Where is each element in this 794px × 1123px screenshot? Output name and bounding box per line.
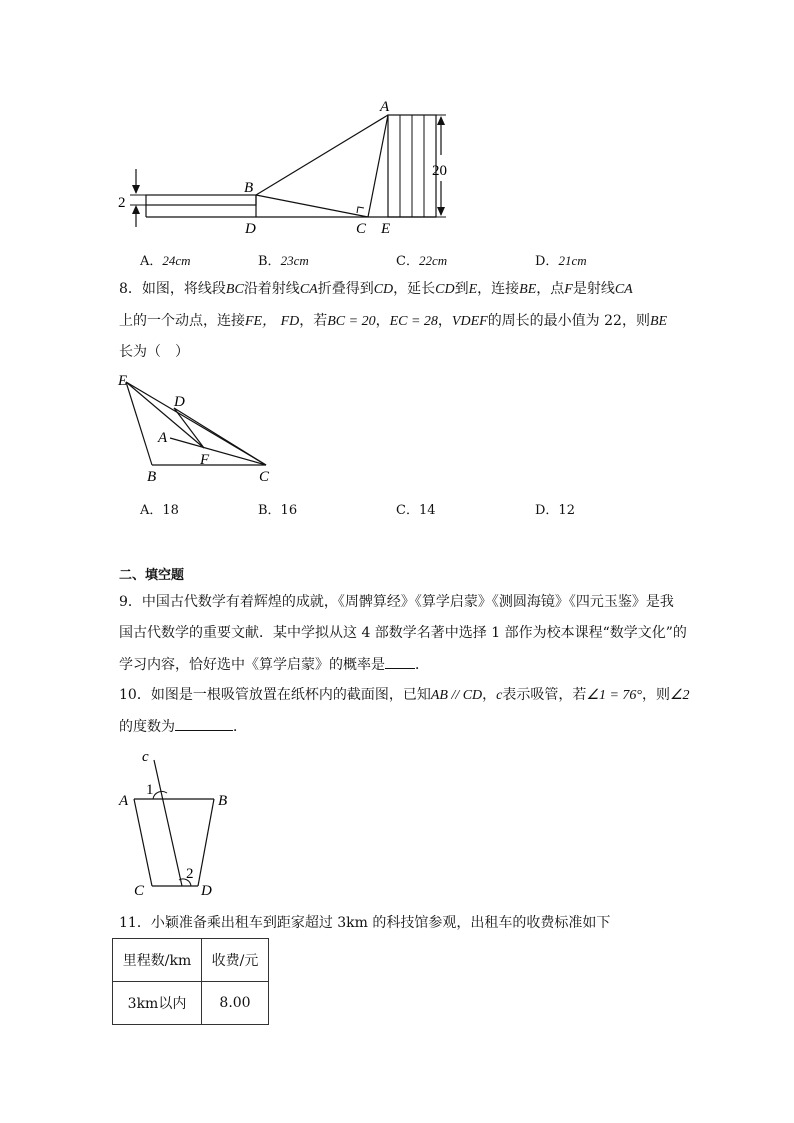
q8-segment-df bbox=[174, 408, 204, 448]
q8-option-d[interactable]: D．12 bbox=[535, 503, 575, 518]
q10-text: 表示吸管，若 bbox=[502, 687, 587, 703]
table-header-cell: 收费/元 bbox=[202, 939, 269, 982]
q8-math: FE， bbox=[245, 314, 277, 329]
table-header-cell: 里程数/km bbox=[113, 939, 202, 982]
q7-segment-bc bbox=[256, 195, 368, 217]
q7-option-d[interactable] bbox=[535, 250, 587, 269]
table-cell: 8.00 bbox=[202, 982, 269, 1025]
q7-dim-left: 2 bbox=[118, 195, 126, 211]
q8-math: CD bbox=[435, 282, 455, 297]
q8-math: FD bbox=[280, 314, 300, 329]
table-header-row bbox=[113, 939, 269, 982]
q8-math: E bbox=[468, 282, 478, 297]
section-title: 二、填空题 bbox=[119, 568, 185, 583]
q8-text: 到 bbox=[454, 281, 469, 297]
q10-cup-right bbox=[198, 799, 214, 886]
q7-label-a: A bbox=[380, 99, 390, 115]
q8-math: CA bbox=[299, 282, 318, 297]
q7-option-c-letter: C． bbox=[396, 254, 419, 269]
q10-line-2-end: ． bbox=[233, 719, 247, 735]
q8-text: 上的一个动点，连接 bbox=[119, 313, 245, 329]
q8-math: CA bbox=[614, 282, 633, 297]
q10-text: 10．如图是一根吸管放置在纸杯内的截面图，已知 bbox=[119, 687, 431, 703]
q7-label-d: D bbox=[245, 221, 256, 237]
q7-segment-ba bbox=[256, 115, 388, 195]
q8-math: BE bbox=[519, 282, 537, 297]
q8-figure bbox=[112, 370, 282, 488]
q10-text: ，则 bbox=[642, 687, 670, 703]
q7-option-b-value: 23cm bbox=[280, 253, 309, 268]
q9-line-3-end: ． bbox=[415, 657, 429, 673]
q10-math: AB // CD bbox=[430, 688, 483, 703]
q8-label-c: C bbox=[259, 469, 270, 485]
q9-line-2: 国古代数学的重要文献．某中学拟从这 4 部数学名著中选择 1 部作为校本课程“数学文化”的 bbox=[119, 625, 687, 641]
q8-text: ，若 bbox=[299, 313, 328, 329]
q8-option-a[interactable]: A．18 bbox=[140, 503, 179, 518]
q8-text: 折叠得到 bbox=[317, 281, 374, 297]
q8-line-3: 长为（ ） bbox=[119, 344, 189, 360]
q9-line-3 bbox=[119, 654, 429, 675]
q8-segment-dc bbox=[174, 408, 266, 465]
q8-label-f: F bbox=[200, 452, 210, 468]
q10-line-1 bbox=[119, 685, 690, 706]
q10-label-a: A bbox=[119, 793, 129, 809]
q8-text: ， bbox=[437, 313, 452, 329]
q8-line-1 bbox=[119, 279, 633, 300]
q8-math: CD bbox=[373, 282, 394, 297]
q7-figure bbox=[110, 95, 470, 245]
q7-label-b: B bbox=[244, 180, 254, 196]
q10-label-angle-1: 1 bbox=[146, 782, 154, 798]
q7-option-a-letter: A． bbox=[140, 254, 163, 269]
q8-label-a: A bbox=[158, 430, 168, 446]
q10-label-c: c bbox=[142, 749, 149, 765]
q8-label-b: B bbox=[147, 469, 157, 485]
q8-option-b[interactable]: B．16 bbox=[258, 503, 298, 518]
q10-text: ， bbox=[482, 687, 497, 703]
q8-text: 沿着射线 bbox=[243, 281, 300, 297]
q8-math: BE bbox=[649, 314, 668, 329]
q7-option-b[interactable] bbox=[258, 250, 309, 269]
q7-rod bbox=[146, 195, 256, 205]
q7-option-b-letter: B． bbox=[258, 254, 281, 269]
q10-label-d: D bbox=[201, 883, 212, 898]
q7-arrowhead-top bbox=[132, 185, 140, 194]
q11-line-1: 11．小颖准备乘出租车到距家超过 3km 的科技馆参观，出租车的收费标准如下 bbox=[119, 915, 611, 931]
q8-math: VDEF bbox=[451, 314, 488, 329]
q8-text: ，延长 bbox=[393, 281, 436, 297]
q7-label-e: E bbox=[381, 221, 391, 237]
q7-right-angle-mark bbox=[357, 207, 364, 213]
q8-text: ，连接 bbox=[477, 281, 520, 297]
q10-line-2 bbox=[119, 716, 247, 737]
q10-label-b: B bbox=[218, 793, 228, 809]
q10-line-2-text: 的度数为 bbox=[119, 719, 175, 735]
q8-math: EC = 28 bbox=[389, 314, 438, 329]
q8-text: ， bbox=[375, 313, 390, 329]
q8-math: BC = 20 bbox=[327, 314, 376, 329]
q7-option-d-letter: D． bbox=[535, 254, 559, 269]
q8-text: 是射线 bbox=[572, 281, 615, 297]
q7-dim-right: 20 bbox=[432, 163, 447, 179]
q9-answer-blank[interactable] bbox=[385, 654, 415, 669]
q10-angle-1-arc bbox=[153, 791, 167, 799]
q10-math: c bbox=[496, 688, 503, 703]
q10-cup-left bbox=[134, 799, 152, 886]
q10-label-c-point: C bbox=[134, 883, 145, 898]
q8-text: 的周长的最小值为 22，则 bbox=[487, 313, 650, 329]
q10-math: ∠2 bbox=[670, 688, 690, 703]
q8-line-2 bbox=[119, 311, 667, 332]
q10-straw-c bbox=[154, 760, 182, 886]
q8-text: 8．如图，将线段 bbox=[119, 281, 226, 297]
q7-option-a[interactable] bbox=[140, 250, 191, 269]
q7-option-a-value: 24cm bbox=[162, 253, 191, 268]
q7-arrowhead-bottom bbox=[132, 205, 140, 214]
q7-segment-ac bbox=[368, 115, 388, 217]
q8-math: F bbox=[564, 282, 573, 297]
q7-option-c-value: 22cm bbox=[418, 253, 448, 268]
q8-text: ，点 bbox=[536, 281, 565, 297]
q7-option-d-value: 21cm bbox=[558, 253, 587, 268]
q8-ray-ca bbox=[170, 438, 266, 465]
q9-line-3-text: 学习内容，恰好选中《算学启蒙》的概率是 bbox=[119, 657, 385, 673]
q10-answer-blank[interactable] bbox=[175, 716, 233, 731]
q8-math: BC bbox=[225, 282, 244, 297]
q8-label-d: D bbox=[174, 394, 185, 410]
q10-figure bbox=[112, 746, 242, 898]
q7-option-c[interactable] bbox=[396, 250, 447, 269]
q7-label-c: C bbox=[356, 221, 367, 237]
q10-label-angle-2: 2 bbox=[186, 866, 194, 882]
q11-fee-table bbox=[112, 938, 269, 1025]
table-cell: 3km以内 bbox=[113, 982, 202, 1025]
q8-option-c[interactable]: C．14 bbox=[396, 503, 436, 518]
q8-label-e: E bbox=[118, 373, 128, 389]
q9-line-1: 9．中国古代数学有着辉煌的成就，《周髀算经》《算学启蒙》《测圆海镜》《四元玉鉴》是我 bbox=[119, 594, 674, 610]
table-row bbox=[113, 982, 269, 1025]
q10-math: ∠1 = 76° bbox=[586, 688, 642, 703]
